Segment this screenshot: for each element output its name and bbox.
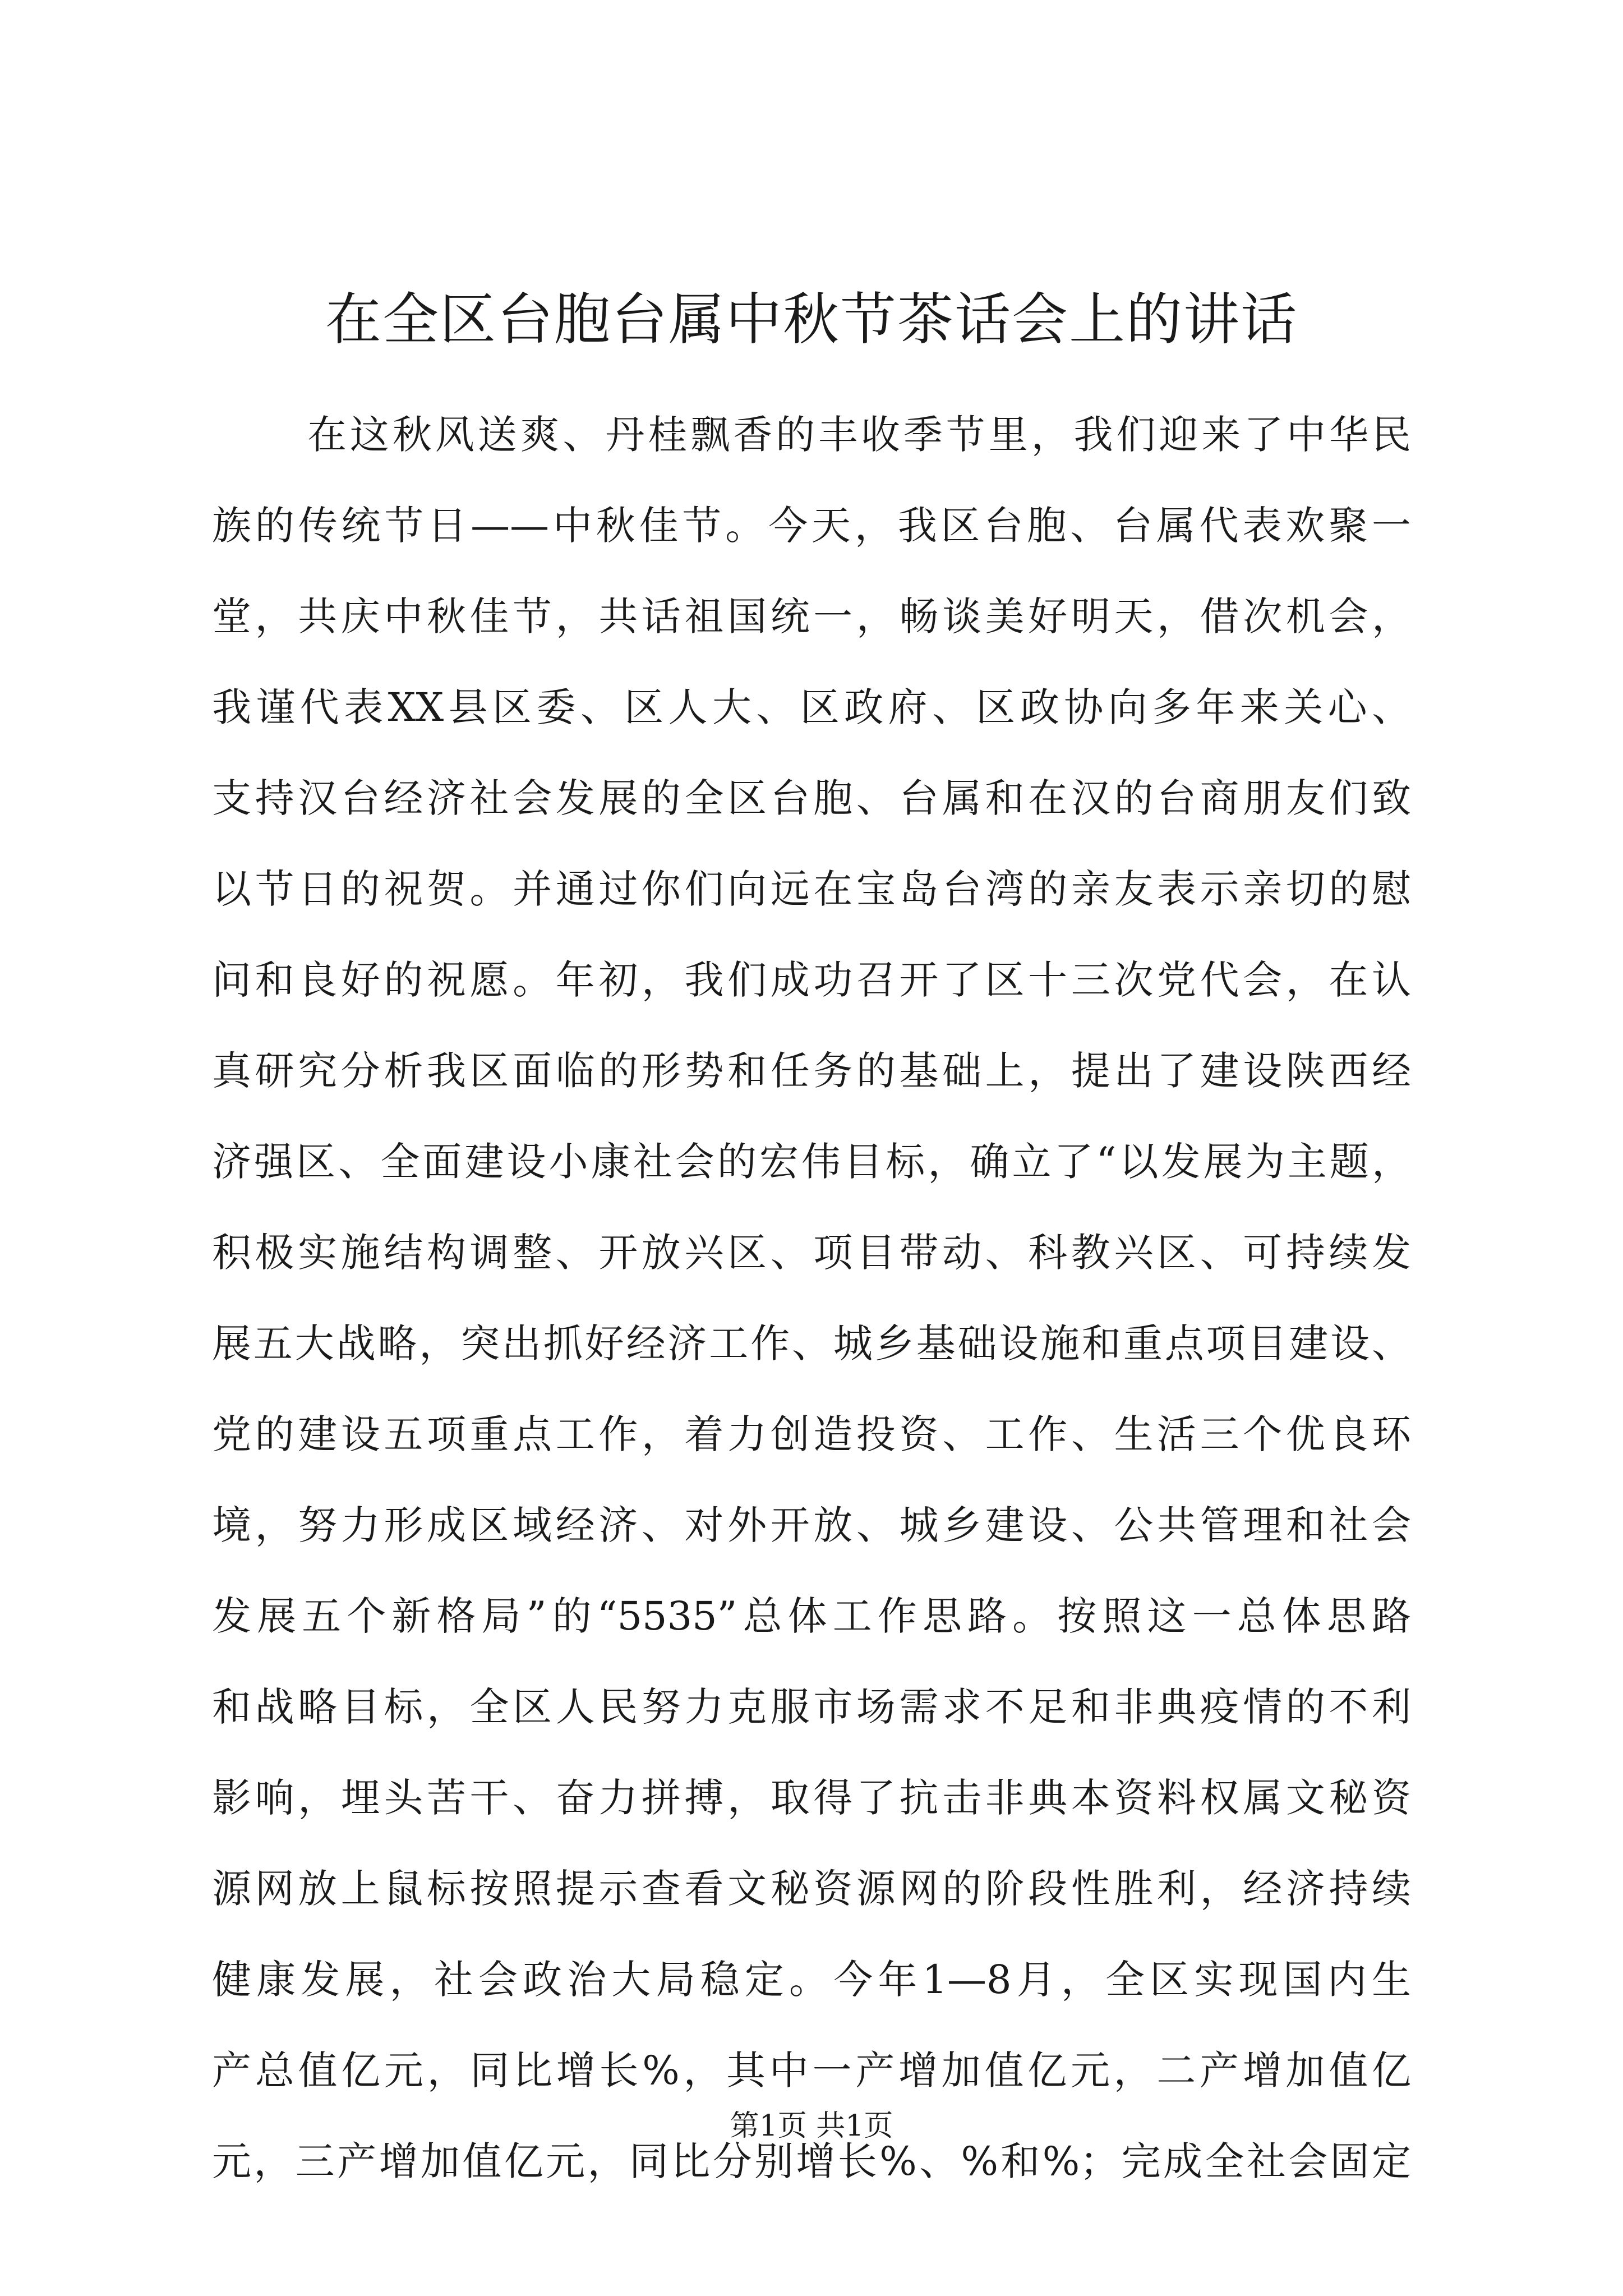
page-number-footer: 第1页 共1页 <box>730 2109 893 2143</box>
body-line: 元，三产增加值亿元，同比分别增长%、%和%；完成全社会固定 <box>212 2138 1411 2184</box>
body-line: 展五大战略，突出抓好经济工作、城乡基础设施和重点项目建设、 <box>212 1320 1411 1366</box>
body-line: 以节日的祝贺。并通过你们向远在宝岛台湾的亲友表示亲切的慰 <box>212 866 1411 912</box>
body-line: 境，努力形成区域经济、对外开放、城乡建设、公共管理和社会 <box>212 1502 1411 1548</box>
body-line: 我谨代表XX县区委、区人大、区政府、区政协向多年来关心、 <box>212 684 1411 730</box>
body-line: 在这秋风送爽、丹桂飘香的丰收季节里，我们迎来了中华民 <box>307 412 1411 458</box>
document-title: 在全区台胞台属中秋节茶话会上的讲话 <box>325 287 1298 352</box>
body-line: 济强区、全面建设小康社会的宏伟目标，确立了“以发展为主题， <box>212 1139 1411 1185</box>
body-line: 问和良好的祝愿。年初，我们成功召开了区十三次党代会，在认 <box>212 957 1411 1003</box>
body-line: 源网放上鼠标按照提示查看文秘资源网的阶段性胜利，经济持续 <box>212 1866 1411 1912</box>
body-line: 产总值亿元，同比增长%，其中一产增加值亿元，二产增加值亿 <box>212 2047 1411 2093</box>
body-line: 真研究分析我区面临的形势和任务的基础上，提出了建设陕西经 <box>212 1048 1411 1094</box>
body-line: 族的传统节日——中秋佳节。今天，我区台胞、台属代表欢聚一 <box>212 503 1411 549</box>
body-line: 发展五个新格局”的“5535”总体工作思路。按照这一总体思路 <box>212 1593 1411 1639</box>
body-line: 支持汉台经济社会发展的全区台胞、台属和在汉的台商朋友们致 <box>212 775 1411 821</box>
body-line: 健康发展，社会政治大局稳定。今年1—8月，全区实现国内生 <box>212 1957 1411 2003</box>
body-line: 积极实施结构调整、开放兴区、项目带动、科教兴区、可持续发 <box>212 1230 1411 1276</box>
body-line: 和战略目标，全区人民努力克服市场需求不足和非典疫情的不利 <box>212 1684 1411 1730</box>
body-line: 党的建设五项重点工作，着力创造投资、工作、生活三个优良环 <box>212 1411 1411 1457</box>
body-line: 影响，埋头苦干、奋力拼搏，取得了抗击非典本资料权属文秘资 <box>212 1775 1411 1821</box>
body-line: 堂，共庆中秋佳节，共话祖国统一，畅谈美好明天，借次机会， <box>212 593 1411 639</box>
